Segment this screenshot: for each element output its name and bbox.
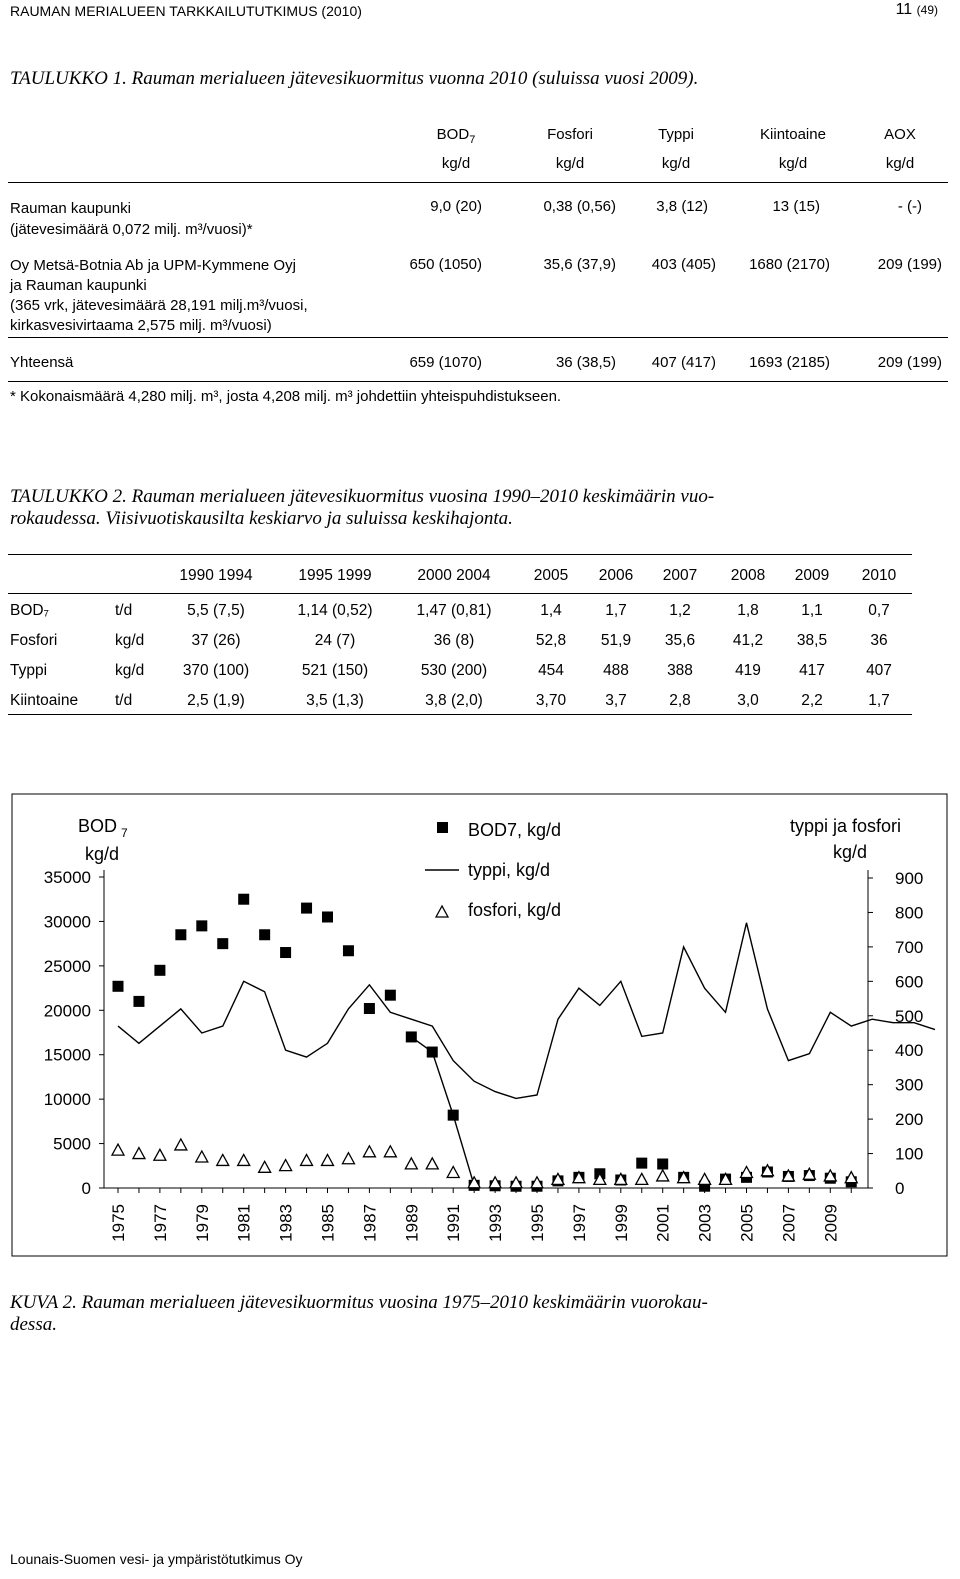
table2-col: 1990 1994 bbox=[179, 567, 253, 584]
bod7-point bbox=[238, 894, 249, 905]
table2-cell: 52,8 bbox=[535, 632, 567, 649]
left-tick-label: 10000 bbox=[43, 1090, 91, 1110]
x-tick-label: 1997 bbox=[569, 1204, 589, 1242]
table2-cell: 35,6 bbox=[664, 632, 696, 649]
table1-unit-fosfori: kg/d bbox=[555, 155, 585, 172]
left-tick-label: 5000 bbox=[53, 1134, 91, 1154]
table1-bottom-rule bbox=[8, 381, 948, 382]
table1-row-label: Rauman kaupunki (jätevesimäärä 0,072 milj. m³/vuosi)* bbox=[10, 200, 253, 238]
bod7-point bbox=[133, 996, 144, 1007]
x-tick-label: 1979 bbox=[192, 1204, 212, 1242]
table2-cell: 3,0 bbox=[737, 692, 759, 709]
table1-cell: 3,8 (12) bbox=[656, 198, 708, 215]
fosfori-point bbox=[175, 1139, 187, 1150]
fosfori-point bbox=[301, 1154, 313, 1165]
page-number bbox=[896, 1, 938, 19]
bod7-point bbox=[657, 1159, 668, 1170]
table2-row-label: Typpi bbox=[10, 662, 48, 679]
fosfori-point bbox=[322, 1154, 334, 1165]
table1-row-label: Oy Metsä-Botnia Ab ja UPM-Kymmene Oyj ja Rauman kaupunki (365 vrk, jätevesimäärä 28,191 milj.m³/vuosi, kirkasvesivirtaama 2,575 milj. m³/vuosi) bbox=[10, 257, 308, 334]
table1-col-kiintoaine: Kiintoaine bbox=[760, 126, 826, 143]
left-tick-label: 20000 bbox=[43, 1001, 91, 1021]
x-tick-label: 1981 bbox=[234, 1204, 254, 1242]
fosfori-point bbox=[133, 1148, 145, 1159]
table2-cell: 488 bbox=[603, 662, 629, 679]
table2 bbox=[0, 550, 960, 720]
fosfori-point bbox=[636, 1173, 648, 1184]
table2-cell: 530 (200) bbox=[420, 662, 488, 679]
table2-cell: 41,2 bbox=[732, 632, 764, 649]
legend-bod7-marker bbox=[437, 822, 448, 833]
x-tick-label: 1993 bbox=[486, 1204, 506, 1242]
left-tick-label: 30000 bbox=[43, 912, 91, 932]
x-tick-label: 1983 bbox=[276, 1204, 296, 1242]
legend-fosfori-label: fosfori, kg/d bbox=[468, 900, 562, 920]
table1-cell: 209 (199) bbox=[877, 256, 942, 273]
table2-row-unit: kg/d bbox=[115, 662, 145, 679]
fosfori-point bbox=[238, 1154, 250, 1165]
fosfori-point bbox=[426, 1158, 438, 1169]
bod7-point bbox=[154, 965, 165, 976]
fosfori-point bbox=[363, 1146, 375, 1157]
left-tick-label: 15000 bbox=[43, 1045, 91, 1065]
table2-cell: 1,47 (0,81) bbox=[416, 602, 492, 619]
right-tick-label: 0 bbox=[895, 1179, 905, 1198]
table1-cell: 0,38 (0,56) bbox=[543, 198, 616, 215]
left-axis-title: BOD bbox=[78, 816, 118, 836]
legend-fosfori-marker bbox=[436, 906, 448, 917]
table1-cell: - (-) bbox=[897, 198, 922, 215]
bod7-point bbox=[301, 903, 312, 914]
table2-cell: 454 bbox=[538, 662, 564, 679]
x-tick-label: 2003 bbox=[695, 1204, 715, 1242]
right-tick-label: 100 bbox=[895, 1144, 924, 1164]
x-tick-label: 1975 bbox=[109, 1204, 128, 1242]
table1-cell: 403 (405) bbox=[651, 256, 716, 273]
table1-cell: 13 (15) bbox=[772, 198, 820, 215]
table2-cell: 36 (8) bbox=[433, 632, 475, 649]
table1-cell: 407 (417) bbox=[651, 354, 716, 371]
typpi-line bbox=[118, 923, 935, 1099]
table1-unit-typpi: kg/d bbox=[661, 155, 691, 172]
table2-col: 2009 bbox=[794, 567, 830, 584]
x-tick-label: 1995 bbox=[528, 1204, 547, 1242]
table2-row-label: Fosfori bbox=[10, 632, 58, 649]
bod7-point bbox=[322, 911, 333, 922]
x-tick-label: 2009 bbox=[821, 1204, 841, 1242]
right-axis-unit: kg/d bbox=[833, 842, 868, 862]
table2-col: 1995 1999 bbox=[298, 567, 372, 584]
fosfori-point bbox=[112, 1144, 124, 1155]
fosfori-point bbox=[447, 1167, 459, 1178]
figure-caption: KUVA 2. Rauman merialueen jätevesikuormitus vuosina 1975–2010 keskimäärin vuorokau- dessa. bbox=[10, 1292, 708, 1335]
table1-total-rule bbox=[8, 337, 948, 338]
table1-caption: TAULUKKO 1. Rauman merialueen jätevesikuormitus vuonna 2010 (suluissa vuosi 2009). bbox=[10, 68, 699, 89]
bod7-point bbox=[196, 920, 207, 931]
table1-cell: 36 (38,5) bbox=[555, 354, 616, 371]
x-tick-label: 2007 bbox=[779, 1204, 799, 1242]
right-tick-label: 900 bbox=[895, 869, 924, 888]
table2-col: 2010 bbox=[861, 567, 897, 584]
table2-cell: 419 bbox=[735, 662, 761, 679]
table2-cell: 1,2 bbox=[669, 602, 691, 619]
table1-total-label: Yhteensä bbox=[10, 354, 74, 371]
right-tick-label: 300 bbox=[895, 1075, 924, 1095]
table2-cell: 3,7 bbox=[605, 692, 627, 709]
fosfori-point bbox=[384, 1146, 396, 1157]
table2-top-rule bbox=[8, 554, 912, 555]
table2-col: 2006 bbox=[598, 567, 634, 584]
x-tick-label: 1985 bbox=[318, 1204, 338, 1242]
table2-row-unit: t/d bbox=[115, 692, 133, 709]
left-tick-label: 0 bbox=[81, 1179, 91, 1198]
table2-cell: 2,2 bbox=[801, 692, 823, 709]
table2-cell: 1,14 (0,52) bbox=[297, 602, 373, 619]
table1-unit-bod: kg/d bbox=[441, 155, 471, 172]
table2-col: 2008 bbox=[730, 567, 766, 584]
table1-footnote: * Kokonaismäärä 4,280 milj. m³, josta 4,208 milj. m³ johdettiin yhteispuhdistukseen. bbox=[10, 388, 562, 405]
bod7-point bbox=[259, 929, 270, 940]
table1-col-fosfori: Fosfori bbox=[547, 126, 593, 143]
table2-cell: 521 (150) bbox=[301, 662, 369, 679]
table1-cell: 650 (1050) bbox=[409, 256, 482, 273]
table2-cell: 417 bbox=[799, 662, 825, 679]
right-tick-label: 500 bbox=[895, 1006, 924, 1026]
table1-unit-kiintoaine: kg/d bbox=[778, 155, 808, 172]
table2-col: 2007 bbox=[662, 567, 698, 584]
bod7-point bbox=[636, 1158, 647, 1169]
x-tick-label: 1987 bbox=[360, 1204, 380, 1242]
table2-cell: 37 (26) bbox=[191, 632, 241, 649]
table1-cell: 659 (1070) bbox=[409, 354, 482, 371]
table1-cell: 209 (199) bbox=[877, 354, 942, 371]
table2-row-unit: t/d bbox=[115, 602, 133, 619]
table2-cell: 0,7 bbox=[868, 602, 890, 619]
x-tick-label: 1977 bbox=[150, 1204, 170, 1242]
table2-cell: 2,5 (1,9) bbox=[187, 692, 245, 709]
table2-cell: 36 bbox=[870, 632, 888, 649]
table2-row-label: BOD₇ bbox=[10, 602, 49, 619]
left-axis-title-subscript: 7 bbox=[121, 826, 128, 840]
table2-cell: 407 bbox=[866, 662, 892, 679]
fosfori-point bbox=[154, 1149, 166, 1160]
footer-company: Lounais-Suomen vesi- ja ympäristötutkimus Oy bbox=[10, 1551, 303, 1567]
bod7-point bbox=[280, 947, 291, 958]
table2-cell: 5,5 (7,5) bbox=[187, 602, 245, 619]
table2-cell: 1,7 bbox=[605, 602, 627, 619]
table2-bottom-rule bbox=[8, 714, 912, 715]
load-chart bbox=[0, 790, 960, 1260]
x-tick-label: 1991 bbox=[444, 1204, 464, 1242]
fosfori-point bbox=[699, 1173, 711, 1184]
table2-cell: 1,1 bbox=[801, 602, 823, 619]
right-tick-label: 400 bbox=[895, 1041, 924, 1061]
table1-cell: 1693 (2185) bbox=[749, 354, 830, 371]
fosfori-point bbox=[405, 1158, 417, 1169]
left-axis-unit: kg/d bbox=[85, 844, 120, 864]
page-number-current: 11 bbox=[895, 1, 913, 18]
table2-cell: 24 (7) bbox=[314, 632, 356, 649]
table2-col: 2000 2004 bbox=[417, 567, 491, 584]
table2-cell: 1,8 bbox=[737, 602, 759, 619]
table2-row-label: Kiintoaine bbox=[10, 692, 79, 709]
left-tick-label: 35000 bbox=[43, 868, 91, 887]
table2-cell: 2,8 bbox=[669, 692, 691, 709]
table1-cell: 9,0 (20) bbox=[430, 198, 482, 215]
table2-cell: 51,9 bbox=[600, 632, 632, 649]
table2-header-rule bbox=[8, 593, 912, 594]
table2-cell: 3,8 (2,0) bbox=[425, 692, 483, 709]
bod7-point bbox=[364, 1003, 375, 1014]
right-axis-title: typpi ja fosfori bbox=[790, 816, 902, 836]
table1-header-rule bbox=[8, 182, 948, 183]
table2-cell: 3,70 bbox=[535, 692, 567, 709]
table2-col: 2005 bbox=[533, 567, 569, 584]
table1-cell: 1680 (2170) bbox=[749, 256, 830, 273]
fosfori-point bbox=[259, 1161, 271, 1172]
table2-cell: 1,4 bbox=[540, 602, 562, 619]
table1-cell: 35,6 (37,9) bbox=[543, 256, 616, 273]
table1-col-aox: AOX bbox=[884, 126, 916, 143]
table1-col-bod: $BOD_7$ bbox=[436, 126, 476, 146]
fosfori-point bbox=[217, 1154, 229, 1165]
table2-caption: TAULUKKO 2. Rauman merialueen jätevesikuormitus vuosina 1990–2010 keskimäärin vuo- rokaudessa. Viisivuotiskausilta keskiarvo ja suluissa keskihajonta. bbox=[10, 486, 715, 529]
bod7-point bbox=[113, 981, 124, 992]
right-tick-label: 200 bbox=[895, 1110, 924, 1130]
table2-cell: 370 (100) bbox=[182, 662, 250, 679]
report-header-title: RAUMAN MERIALUEEN TARKKAILUTUTKIMUS (2010) bbox=[10, 3, 362, 19]
table2-cell: 1,7 bbox=[868, 692, 890, 709]
x-tick-label: 2005 bbox=[737, 1204, 757, 1242]
fosfori-point bbox=[657, 1170, 669, 1181]
legend-typpi-label: typpi, kg/d bbox=[468, 860, 551, 880]
bod7-point bbox=[217, 938, 228, 949]
fosfori-point bbox=[196, 1151, 208, 1162]
right-tick-label: 800 bbox=[895, 903, 924, 923]
table1 bbox=[0, 118, 960, 408]
legend-bod7-label: BOD7, kg/d bbox=[468, 820, 562, 840]
right-tick-label: 600 bbox=[895, 972, 924, 992]
left-tick-label: 25000 bbox=[43, 956, 91, 976]
right-tick-label: 700 bbox=[895, 937, 924, 957]
table2-row-unit: kg/d bbox=[115, 632, 145, 649]
fosfori-point bbox=[342, 1153, 354, 1164]
x-tick-label: 1989 bbox=[402, 1204, 422, 1242]
x-tick-label: 1999 bbox=[611, 1204, 631, 1242]
bod7-point bbox=[385, 990, 396, 1001]
x-tick-label: 2001 bbox=[653, 1204, 673, 1242]
page-number-total: (49) bbox=[916, 3, 938, 17]
fosfori-point bbox=[280, 1160, 292, 1171]
table1-col-typpi: Typpi bbox=[658, 126, 694, 143]
bod7-drop-line bbox=[411, 1037, 474, 1185]
bod7-point bbox=[175, 929, 186, 940]
table2-cell: 388 bbox=[667, 662, 693, 679]
table2-cell: 3,5 (1,3) bbox=[306, 692, 364, 709]
table1-unit-aox: kg/d bbox=[885, 155, 915, 172]
table2-cell: 38,5 bbox=[796, 632, 828, 649]
bod7-point bbox=[343, 945, 354, 956]
